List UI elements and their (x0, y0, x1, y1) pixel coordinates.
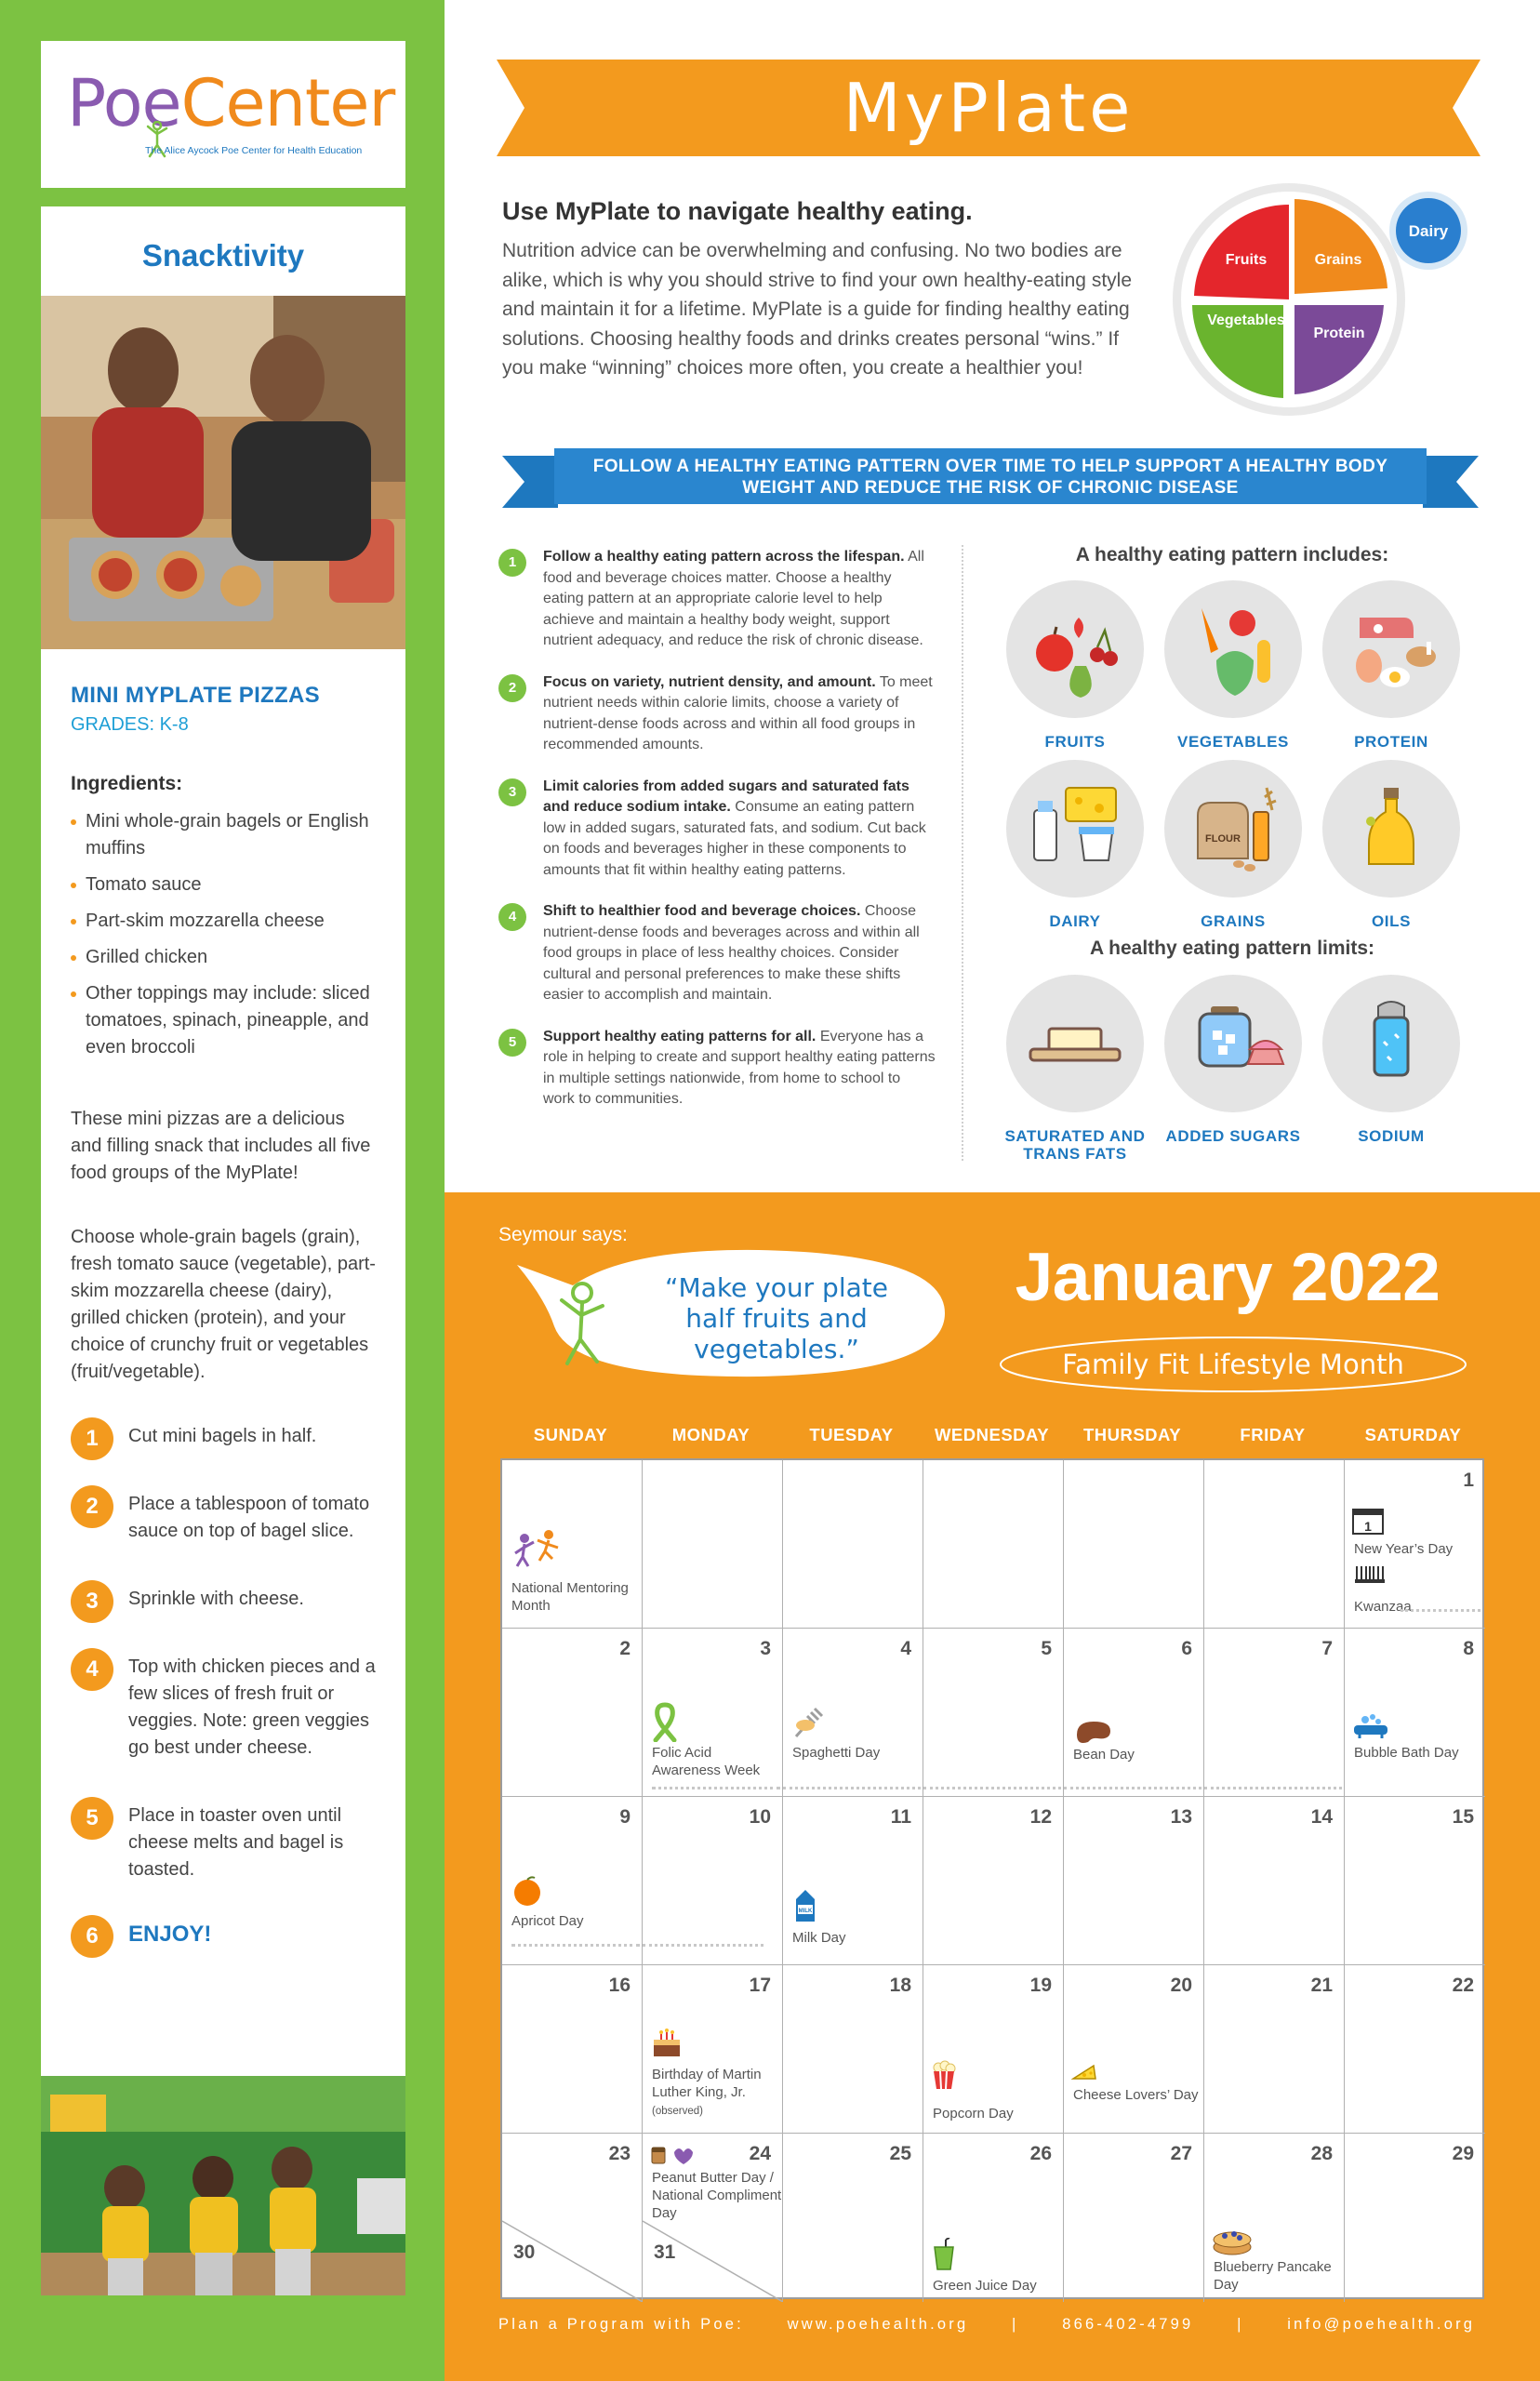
calendar-day-8[interactable] (1345, 1629, 1485, 1797)
event-popcorn-day: Popcorn Day (933, 2106, 1014, 2122)
calendar-day-26[interactable] (923, 2134, 1064, 2302)
dow-wednesday: WEDNESDAY (934, 1425, 1050, 1444)
seymour-label: Seymour says: (498, 1224, 628, 1245)
ingredient-item: Part-skim mozzarella cheese (71, 908, 376, 935)
calendar-cell-empty (1064, 1460, 1204, 1629)
calendar-day-5[interactable] (923, 1629, 1064, 1797)
day-number: 22 (1452, 1975, 1474, 1996)
multi-day-dots (923, 1787, 1061, 1789)
calendar-day-4[interactable] (783, 1629, 923, 1797)
step-number: 6 (71, 1915, 113, 1958)
ingredients-label: Ingredients: (71, 773, 183, 794)
step-number: 2 (71, 1485, 113, 1528)
day-number: 10 (749, 1806, 771, 1828)
day-number: 9 (619, 1806, 631, 1828)
food-group-fruits (996, 580, 1154, 751)
sugar-jar-icon (1164, 975, 1302, 1112)
event-milk-day: Milk Day (792, 1930, 846, 1946)
recipe-step (71, 1423, 376, 1450)
event-kwanzaa: Kwanzaa (1354, 1599, 1412, 1615)
food-group-dairy (996, 760, 1154, 930)
guideline-tip (498, 777, 936, 882)
plate-label-grains: Grains (1314, 252, 1362, 268)
calendar-day-19[interactable] (923, 1965, 1064, 2134)
step-number: 1 (71, 1417, 113, 1460)
calendar-day-13[interactable] (1064, 1797, 1204, 1965)
awareness-ribbon-icon (652, 1701, 678, 1742)
day-number: 29 (1452, 2143, 1474, 2164)
event-blueberry-pancake-day: Blueberry Pancake Day (1214, 2259, 1332, 2293)
milk-icon-label: MILK (798, 1909, 813, 1914)
day-number: 18 (889, 1975, 911, 1996)
step-number: 4 (71, 1648, 113, 1691)
step-number: 5 (71, 1797, 113, 1840)
myplate-graphic (1168, 179, 1484, 430)
step-text: Cut mini bagels in half. (128, 1426, 317, 1446)
event-peanut-butter-day: Peanut Butter Day / National Compliment Day (652, 2170, 782, 2221)
spaghetti-fork-icon (790, 1707, 828, 1740)
food-group-grains (1154, 760, 1312, 930)
calendar-cell-empty (502, 1460, 643, 1629)
protein-icon (1322, 580, 1460, 718)
month-title: January 2022 (1015, 1240, 1440, 1315)
tip-text: All food and beverage choices matter. Choose a healthy eating pattern at an appropriate calorie level to help achieve and maintain a healthy body weight, support nutrient adequacy, and reduce the risk of chronic disease. (543, 549, 924, 648)
cheese-icon (1071, 2062, 1097, 2082)
recipe-step (71, 1491, 376, 1545)
calendar-day-15[interactable] (1345, 1797, 1485, 1965)
event-bean-day: Bean Day (1073, 1747, 1135, 1762)
logo-tagline: The Alice Aycock Poe Center for Health Education (145, 145, 363, 156)
ingredients-list (71, 808, 376, 1061)
milk-carton-icon (792, 1888, 818, 1923)
pattern-includes-title: A healthy eating pattern includes: (1075, 544, 1389, 565)
limit-label: SODIUM (1358, 1127, 1425, 1145)
limit-label: SATURATED AND TRANS FATS (1004, 1127, 1146, 1163)
recipe-step (71, 1586, 376, 1613)
ingredient-item: Tomato sauce (71, 871, 376, 898)
tip-heading: Shift to healthier food and beverage choices. (543, 903, 861, 919)
guideline-tip (498, 901, 936, 1006)
ingredient-item: Other toppings may include: sliced tomatoes, spinach, pineapple, and even broccoli (71, 980, 376, 1061)
tip-heading: Support healthy eating patterns for all. (543, 1028, 816, 1044)
food-group-label: OILS (1371, 912, 1412, 930)
guideline-tip (498, 1027, 936, 1111)
day-number: 8 (1463, 1638, 1474, 1659)
butter-icon (1006, 975, 1144, 1112)
food-group-label: GRAINS (1201, 912, 1266, 930)
calendar-day-10[interactable] (643, 1797, 783, 1965)
dow-tuesday: TUESDAY (809, 1425, 894, 1444)
day-number: 5 (1041, 1638, 1052, 1659)
calendar-day-21[interactable] (1204, 1965, 1345, 2134)
calendar-cell-empty (923, 1460, 1064, 1629)
step-text: Top with chicken pieces and a few slices of fresh fruit or veggies. Note: green veggies go best under cheese. (128, 1656, 376, 1758)
step-text: ENJOY! (128, 1922, 212, 1947)
calendar-day-6[interactable] (1064, 1629, 1204, 1797)
day-number: 24 (749, 2143, 771, 2164)
calendar-grid (500, 1458, 1484, 2299)
day-number: 26 (1029, 2143, 1052, 2164)
calendar-cell-empty (783, 1460, 923, 1629)
calendar-day-28[interactable] (1204, 2134, 1345, 2302)
day-number: 4 (900, 1638, 911, 1659)
food-group-label: DAIRY (1049, 912, 1101, 930)
dow-monday: MONDAY (671, 1425, 750, 1444)
tip-text: Everyone has a role in helping to create and support healthy eating patterns in multiple settings nationwide, from home to school to work to communities. (543, 1028, 936, 1107)
tip-text: Consume an eating pattern low in added sugars, saturated fats, and sodium. Cut back on foods and beverages higher in these components to amounts that fit within healthy eating patterns. (543, 799, 926, 878)
limit-added-sugars (1154, 975, 1312, 1145)
recipe-panel (41, 649, 405, 2076)
calendar-day-12[interactable] (923, 1797, 1064, 1965)
calendar-page-icon (1352, 1507, 1384, 1535)
popcorn-icon (931, 2060, 957, 2090)
birthday-cake-icon (650, 2027, 684, 2058)
calendar-day-11[interactable] (783, 1797, 923, 1965)
event-mentoring-month: National Mentoring Month (511, 1580, 629, 1614)
day-number: 1 (1463, 1470, 1474, 1491)
sidebar (0, 0, 445, 2381)
tip-heading: Limit calories from added sugars and saturated fats and reduce sodium intake. (543, 778, 909, 815)
bathtub-icon (1352, 1712, 1389, 1740)
calendar-day-22[interactable] (1345, 1965, 1485, 2134)
day-number: 2 (619, 1638, 631, 1659)
multi-day-dots (643, 1944, 763, 1947)
day-number-31: 31 (654, 2241, 676, 2263)
fruits-icon (1006, 580, 1144, 718)
recipe-description: These mini pizzas are a delicious and filling snack that includes all five food groups of the MyPlate! (71, 1109, 371, 1183)
salt-shaker-icon (1322, 975, 1460, 1112)
food-group-vegetables (1154, 580, 1312, 751)
ingredient-item: Grilled chicken (71, 944, 376, 971)
event-spaghetti-day: Spaghetti Day (792, 1745, 881, 1761)
calendar-day-14[interactable] (1204, 1797, 1345, 1965)
limit-sodium (1312, 975, 1470, 1145)
day-number: 28 (1310, 2143, 1333, 2164)
recipe-title: MINI MYPLATE PIZZAS (71, 683, 320, 708)
calendar-day-24-31[interactable] (643, 2134, 783, 2302)
day-number: 13 (1170, 1806, 1192, 1828)
day-number: 11 (890, 1806, 911, 1828)
calendar-day-29[interactable] (1345, 2134, 1485, 2302)
recipe-grades: GRADES: K-8 (71, 714, 189, 735)
mentoring-icon (511, 1527, 562, 1568)
plate-label-protein: Protein (1313, 326, 1365, 341)
day-number: 25 (889, 2143, 911, 2164)
intro-title: Use MyPlate to navigate healthy eating. (502, 197, 973, 225)
day-number: 3 (760, 1638, 771, 1659)
tips-divider (962, 545, 963, 1161)
plate-label-fruits: Fruits (1225, 252, 1268, 268)
calendar-day-17[interactable] (643, 1965, 783, 2134)
bean-icon (1073, 1718, 1114, 1744)
food-group-protein (1312, 580, 1470, 751)
calendar-day-18[interactable] (783, 1965, 923, 2134)
snacktivity-title: Snacktivity (141, 238, 305, 273)
limit-label: ADDED SUGARS (1165, 1127, 1301, 1145)
calendar-day-3[interactable] (643, 1629, 783, 1797)
guideline-ribbon-text: FOLLOW A HEALTHY EATING PATTERN OVER TIME TO HELP SUPPORT A HEALTHY BODY WEIGHT AND REDUCE THE RISK OF CHRONIC DISEASE (592, 457, 1388, 498)
grains-icon (1164, 760, 1302, 898)
day-number: 17 (749, 1975, 771, 1996)
day-number: 21 (1310, 1975, 1333, 1996)
calendar-day-25[interactable] (783, 2134, 923, 2302)
food-group-label: PROTEIN (1354, 733, 1428, 751)
tip-number: 1 (498, 549, 526, 577)
vegetables-icon (1164, 580, 1302, 718)
kinara-icon (1354, 1564, 1386, 1585)
calendar-day-23-30[interactable] (502, 2134, 643, 2302)
tip-number: 4 (498, 903, 526, 931)
event-folic-acid: Folic Acid Awareness Week (652, 1745, 761, 1778)
seymour-quote: “Make your plate half fruits and vegetables.” (665, 1272, 888, 1364)
event-green-juice-day: Green Juice Day (933, 2278, 1037, 2294)
flour-label: FLOUR (1205, 833, 1241, 845)
dow-saturday: SATURDAY (1364, 1425, 1462, 1444)
step-number: 3 (71, 1580, 113, 1623)
dow-thursday: THURSDAY (1082, 1425, 1182, 1444)
event-mlk-birthday (652, 2066, 782, 2121)
food-group-label: FRUITS (1044, 733, 1106, 751)
calendar-icon-number: 1 (1364, 1519, 1372, 1534)
day-number: 12 (1029, 1806, 1052, 1828)
recipe-food-groups: Choose whole-grain bagels (grain), fresh tomato sauce (vegetable), part-skim mozzarella cheese (dairy), grilled chicken (protein), and your choice of crunchy fruit or vegetables (fruit/vegetable). (71, 1227, 376, 1382)
day-number-30: 30 (513, 2241, 536, 2263)
calendar-cell-empty (643, 1460, 783, 1629)
calendar-day-2[interactable] (502, 1629, 643, 1797)
footer-contact: Plan a Program with Poe: www.poehealth.org | 866-402-4799 | info@poehealth.org (498, 2316, 1476, 2333)
multi-day-dots (1064, 1787, 1201, 1789)
day-number: 14 (1310, 1806, 1333, 1828)
day-number: 19 (1029, 1975, 1052, 1996)
dairy-icon (1006, 760, 1144, 898)
event-mlk-text: Birthday of Martin Luther King, Jr. (652, 2067, 762, 2100)
calendar-day-9[interactable] (502, 1797, 643, 1965)
calendar-day-27[interactable] (1064, 2134, 1204, 2302)
tip-number: 2 (498, 674, 526, 702)
limit-saturated-fats (996, 975, 1154, 1163)
ingredient-item: Mini whole-grain bagels or English muffins (71, 808, 376, 862)
calendar-day-1[interactable] (1345, 1460, 1485, 1629)
tip-number: 3 (498, 778, 526, 806)
intro-body: Nutrition advice can be overwhelming and confusing. No two bodies are alike, which is why you should strive to find your own healthy-eating style and maintain it for a lifetime. MyPlate is a guide for finding healthy eating solutions. Choosing healthy foods and drinks creates personal “wins.” If you make “winning” choices more often, you create a healthier you! (502, 240, 1133, 379)
green-juice-icon (933, 2238, 955, 2271)
recipe-step (71, 1654, 376, 1762)
calendar-cell-empty (1204, 1460, 1345, 1629)
tip-text: Choose nutrient-dense foods and beverages across and within all food groups in place of less healthy choices. Consider cultural and personal preferences to make these shifts easier to accomplish and maintain. (543, 903, 920, 1003)
step-text: Place a tablespoon of tomato sauce on top of bagel slice. (128, 1494, 370, 1541)
plate-label-vegetables: Vegetables (1207, 313, 1285, 328)
pancake-icon (1212, 2225, 1253, 2256)
snacktivity-header (41, 206, 405, 296)
dow-sunday: SUNDAY (533, 1425, 608, 1444)
event-mlk-observed: (observed) (652, 2106, 703, 2117)
day-number: 16 (608, 1975, 631, 1996)
recipe-step (71, 1802, 376, 1883)
month-subtitle: Family Fit Lifestyle Month (1062, 1349, 1404, 1380)
day-number: 27 (1170, 2143, 1192, 2164)
event-apricot-day: Apricot Day (511, 1913, 584, 1929)
guideline-tips (498, 547, 936, 1131)
day-number: 15 (1452, 1806, 1474, 1828)
food-group-label: VEGETABLES (1177, 733, 1289, 751)
dow-friday: FRIDAY (1240, 1425, 1306, 1444)
day-number: 20 (1170, 1975, 1192, 1996)
myplate-banner-title: MyPlate (843, 69, 1135, 147)
calendar-day-16[interactable] (502, 1965, 643, 2134)
tip-heading: Focus on variety, nutrient density, and amount. (543, 673, 876, 690)
multi-day-dots (783, 1787, 921, 1789)
day-number: 23 (608, 2143, 631, 2164)
event-new-years-day: New Year’s Day (1354, 1541, 1454, 1557)
step-text: Place in toaster oven until cheese melts and bagel is toasted. (128, 1805, 344, 1880)
multi-day-dots (511, 1944, 640, 1947)
tip-number: 5 (498, 1029, 526, 1057)
kids-classroom-photo (41, 2076, 405, 2295)
day-number: 6 (1181, 1638, 1192, 1659)
oils-icon (1322, 760, 1460, 898)
plate-label-dairy: Dairy (1408, 222, 1449, 240)
guideline-tip (498, 547, 936, 652)
multi-day-dots (1401, 1609, 1480, 1612)
event-cheese-lovers-day: Cheese Lovers’ Day (1073, 2087, 1199, 2103)
tip-heading: Follow a healthy eating pattern across the lifespan. (543, 549, 905, 565)
day-number: 7 (1321, 1638, 1333, 1659)
multi-day-dots (652, 1787, 780, 1789)
calendar-day-20[interactable] (1064, 1965, 1204, 2134)
peanut-butter-heart-icon (650, 2145, 697, 2165)
pattern-limits-title: A healthy eating pattern limits: (1089, 938, 1375, 959)
food-group-oils (1312, 760, 1470, 930)
tip-text: To meet nutrient needs within calorie limits, choose a variety of nutrient-dense foods across and within all food groups in recommended amounts. (543, 673, 933, 752)
calendar-day-7[interactable] (1204, 1629, 1345, 1797)
guideline-tip (498, 672, 936, 756)
multi-day-dots (1204, 1787, 1342, 1789)
logo-wordmark: PoeCenter (67, 65, 395, 141)
recipe-step (71, 1921, 376, 1949)
step-text: Sprinkle with cheese. (128, 1589, 304, 1609)
father-son-cooking-photo (41, 296, 405, 649)
poe-center-logo[interactable] (41, 41, 405, 188)
apricot-icon (511, 1875, 543, 1907)
event-bubble-bath-day: Bubble Bath Day (1354, 1745, 1459, 1761)
